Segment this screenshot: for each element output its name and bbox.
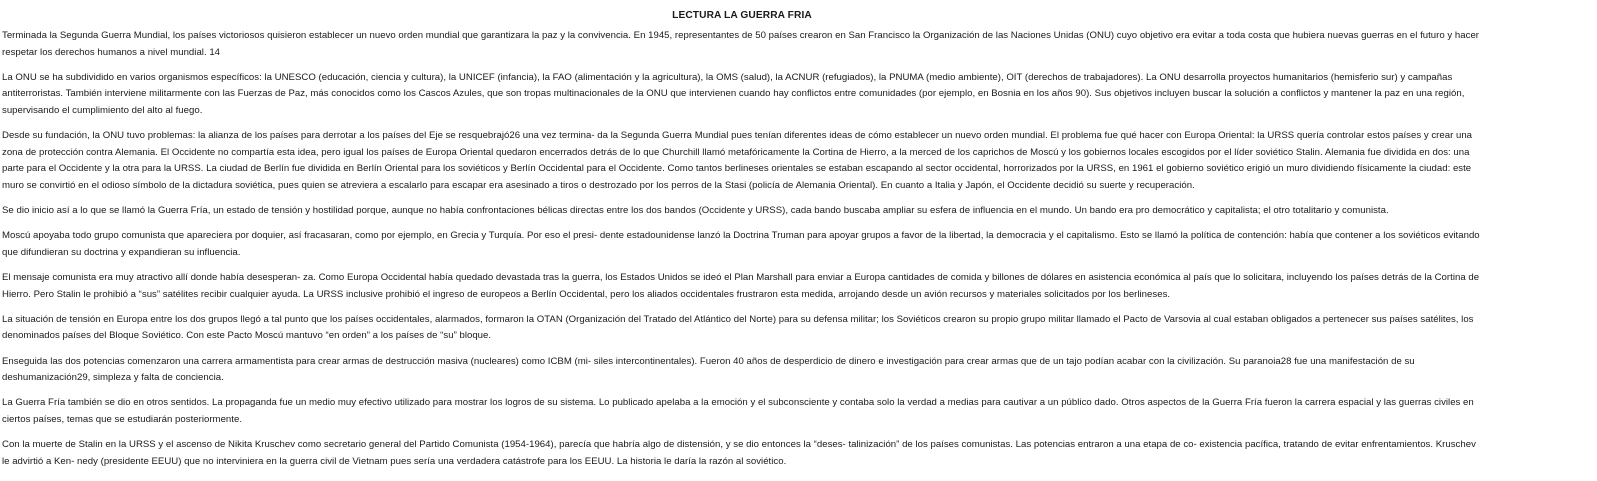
paragraph-4: Se dio inicio así a lo que se llamó la Guerra Fría, un estado de tensión y hostilidad porque, aunque no había confrontaciones bélicas directas entre los dos bandos (Occidente y URSS), cada bando buscaba ampliar su esfera de influencia en el mundo. Un bando era pro democrático y capitalista; el otro totalitario y comunista. <box>2 205 1389 217</box>
paragraph-8: Enseguida las dos potencias comenzaron una carrera armamentista para crear armas de destrucción masiva (nucleares) como ICBM (mi- siles intercontinentales). Fueron 40 años de desperdicio de dinero e investigación para crear armas que de un tajo podían acabar con la civilización. Su paranoia28 fue una manifestación de su deshumanización29, simpleza y falta de conciencia. <box>2 355 1415 384</box>
paragraph-7: La situación de tensión en Europa entre los dos grupos llegó a tal punto que los países occidentales, alarmados, formaron la OTAN (Organización del Tratado del Atlántico del Norte) para su defensa militar; los Soviéticos crearon su propio grupo militar llamado el Pacto de Varsovia al cual estaban obligados a pertenecer sus países satélites, los denominados países del Bloque Soviético. Con este Pacto Moscú mantuvo “en orden” a los países de “su” bloque. <box>2 313 1474 342</box>
paragraph-9: La Guerra Fría también se dio en otros sentidos. La propaganda fue un medio muy efectivo utilizado para mostrar los logros de su sistema. Lo publicado apelaba a la emoción y el subconsciente y contaba solo la verdad a medias para cautivar a un público dado. Otros aspectos de la Guerra Fría fueron la carrera espacial y las guerras civiles en ciertos países, temas que se estudiarán posteriormente. <box>2 397 1474 426</box>
paragraph-2: La ONU se ha subdividido en varios organismos específicos: la UNESCO (educación, ciencia y cultura), la UNICEF (infancia), la FAO (alimentación y la agricultura), la OMS (salud), la ACNUR (refugiados), la PNUMA (medio ambiente), OIT (derechos de trabajadores). La ONU desarrolla proyectos humanitarios (hemisferio sur) y campañas antiterroristas. También interviene militarmente con las Fuerzas de Paz, más conocidos como los Cascos Azules, que son tropas multinacionales de la ONU que intervienen cuando hay conflictos entre comunidades (por ejemplo, en Bosnia en los años 90). Sus objetivos incluyen buscar la solución a conflictos y mantener la paz en una región, supervisando el cumplimiento del alto al fuego. <box>2 71 1465 116</box>
paragraph-5: Moscú apoyaba todo grupo comunista que apareciera por doquier, así fracasaran, como por ejemplo, en Grecia y Turquía. Por eso el presi- dente estadounidense lanzó la Doctrina Truman para apoyar grupos a favor de la libertad, la democracia y el capitalismo. Esto se llamó la política de contención: había que contener a los soviéticos evitando que difundieran su doctrina y expandieran su influencia. <box>2 230 1480 258</box>
document-page <box>2 9 1482 479</box>
document-title: LECTURA LA GUERRA FRIA <box>672 10 812 21</box>
paragraph-10: Con la muerte de Stalin en la URSS y el ascenso de Nikita Kruschev como secretario general del Partido Comunista (1954-1964), parecía que habría algo de distensión, y se dio entonces la “deses- talinización” de los países comunistas. Las potencias entraron a una etapa de co- existencia pacífica, tratando de evitar enfrentamientos. Kruschev le advirtió a Ken- nedy (presidente EEUU) que no interviniera en la guerra civil de Vietnam pues sería una verdadera catástrofe para los EEUU. La historia le daría la razón al soviético. <box>2 439 1476 467</box>
paragraph-1: Terminada la Segunda Guerra Mundial, los países victoriosos quisieron establecer un nuevo orden mundial que garantizara la paz y la convivencia. En 1945, representantes de 50 países crearon en San Francisco la Organización de las Naciones Unidas (ONU) cuyo objetivo era evitar a toda costa que hubiera nuevas guerras en el futuro y hacer respetar los derechos humanos a nivel mundial. 14 <box>2 30 1480 58</box>
paragraph-6: El mensaje comunista era muy atractivo allí donde había desesperan- za. Como Europa Occidental había quedado devastada tras la guerra, los Estados Unidos se ideó el Plan Marshall para enviar a Europa cantidades de comida y billones de dólares en asistencia económica al país que lo solicitara, incluyendo los países detrás de la Cortina de Hierro. Pero Stalin le prohibió a “sus” satélites recibir cualquier ayuda. La URSS inclusive prohibió el ingreso de europeos a Berlín Occidental, pero los aliados occidentales frustraron esta medida, arrojando desde un avión recursos y materiales solicitados por los berlineses. <box>2 272 1480 300</box>
paragraph-3: Desde su fundación, la ONU tuvo problemas: la alianza de los países para derrotar a los países del Eje se resquebrajó26 una vez termina- da la Segunda Guerra Mundial pues tenían diferentes ideas de cómo establecer un nuevo orden mundial. El problema fue qué hacer con Europa Oriental: la URSS quería controlar estos países y crear una zona de protección contra Alemania. El Occidente no compartía esta idea, pero igual los países de Europa Oriental quedaron encerrados detrás de lo que Churchill llamó metafóricamente la Cortina de Hierro, a la merced de los caprichos de Moscú y los gobiernos locales escogidos por el líder soviético Stalin. Alemania fue dividida en dos: una parte para el Occidente y la otra para la URSS. La ciudad de Berlín fue dividida en Berlín Oriental para los soviéticos y Berlín Occidental para el Occidente. Como tantos berlineses orientales se estaban escapando al sector occidental, horrorizados por la URSS, en 1961 el gobierno soviético erigió un muro dividiendo físicamente la ciudad: este muro se convirtió en el odioso símbolo de la dictadura soviética, pues quien se atreviera a escalarlo para escapar era asesinado a tiros o destrozado por los perros de la Stasi (policía de Alemania Oriental). En cuanto a Italia y Japón, el Occidente decidió su suerte y recuperación. <box>2 130 1473 191</box>
